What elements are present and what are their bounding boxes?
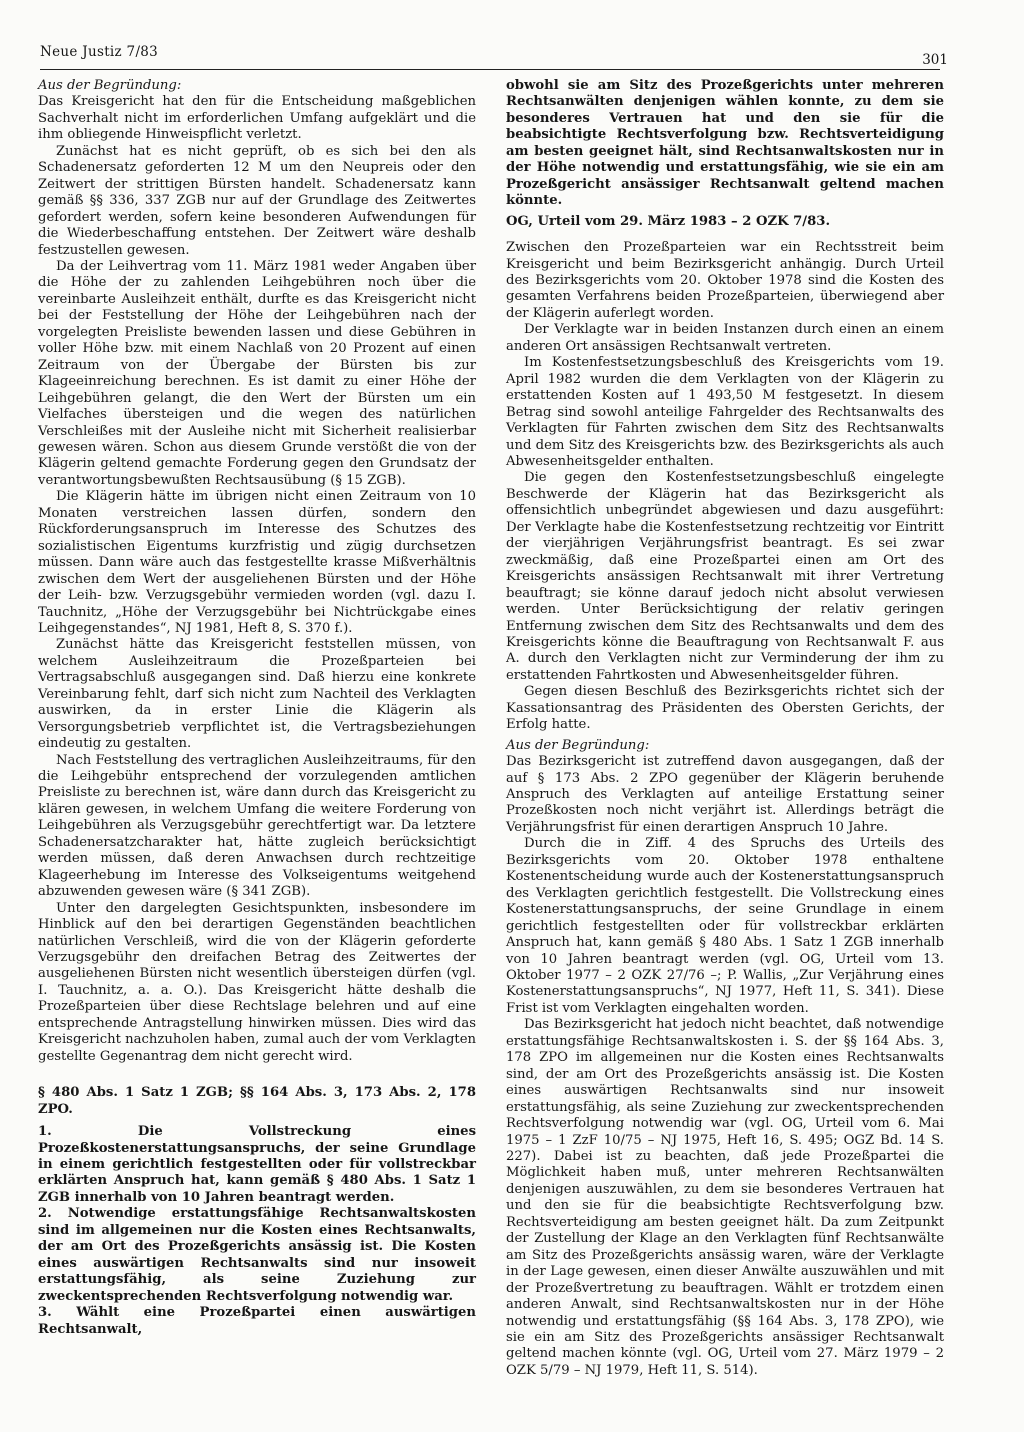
paragraph: Das Kreisgericht hat den für die Entscheidung maßgeblichen Sachverhalt nicht im erforderlichen Umfang aufgeklärt und die ihm obliegende Hinweispflicht verletzt. (38, 94, 476, 143)
paragraph: Das Bezirksgericht ist zutreffend davon ausgegangen, daß der auf § 173 Abs. 2 ZPO gegenüber der Klägerin beruhende Anspruch des Verklagten auf anteilige Erstattung seiner Prozeßkosten noch nicht verjährt ist. Allerdings beträgt die Verjährungsfrist für einen derartigen Anspruch 10 Jahre. (506, 754, 944, 835)
paragraph: Durch die in Ziff. 4 des Spruchs des Urteils des Bezirksgerichts vom 20. Oktober 1978 enthaltene Kostenentscheidung wurde auch der Kostenerstattungsanspruch des Verklagten gerichtlich festgestellt. Die Vollstreckung eines Kostenerstattungsanspruchs, der seine Grundlage in einem gerichtlich festgestellten oder für vollstreckbar erklärten Anspruch hat, kann gemäß § 480 Abs. 1 Satz 1 ZGB innerhalb von 10 Jahren beantragt werden (vgl. OG, Urteil vom 13. Oktober 1977 – 2 OZK 27/76 –; P. Wallis, „Zur Verjährung eines Kostenerstattungsanspruchs“, NJ 1977, Heft 11, S. 341). Diese Frist ist vom Verklagten eingehalten worden. (506, 836, 944, 1016)
paragraph: Im Kostenfestsetzungsbeschluß des Kreisgerichts vom 19. April 1982 wurden die dem Verklagten von der Klägerin zu erstattenden Kosten auf 1 493,50 M festgesetzt. In diesem Betrag sind sowohl anteilige Fahrgelder des Rechtsanwalts des Verklagten für Fahrten zwischen dem Sitz des Rechtsanwalts und dem Sitz des Kreisgerichts bzw. des Bezirksgerichts als auch Abwesenheitsgelder enthalten. (506, 355, 944, 469)
headnote-3-continued: obwohl sie am Sitz des Prozeßgerichts unter mehreren Rechtsanwälten denjenigen wählen konnte, zu dem sie besonderes Vertrauen hat und den sie für die beabsichtigte Rechtsverfolgung bzw. Rechtsverteidigung am besten geeignet hält, sind Rechtsanwaltskosten nur in der Höhe notwendig und erstattungsfähig, wie sie ein am Prozeßgericht ansässiger Rechtsanwalt geltend machen könnte. (506, 78, 944, 209)
section-heading: § 480 Abs. 1 Satz 1 ZGB; §§ 164 Abs. 3, 173 Abs. 2, 178 ZPO. (38, 1085, 476, 1117)
paragraph: Zunächst hat es nicht geprüft, ob es sich bei den als Schadenersatz geforderten 12 M um den Neupreis oder den Zeitwert der strittigen Bürsten handelt. Schadenersatz kann gemäß §§ 336, 337 ZGB nur auf der Grundlage des Zeitwertes gefordert werden, sofern keine besonderen Aufwendungen für die Wiederbeschaffung entstehen. Der Zeitwert wäre deshalb festzustellen gewesen. (38, 143, 476, 258)
decision-citation: OG, Urteil vom 29. März 1983 – 2 OZK 7/83. (506, 213, 831, 229)
paragraph: Das Bezirksgericht hat jedoch nicht beachtet, daß notwendige erstattungsfähige Rechtsanwaltskosten i. S. der §§ 164 Abs. 3, 178 ZPO im allgemeinen nur die Kosten eines Rechtsanwalts sind, der am Ort des Prozeßgerichts ansässig ist. Die Kosten eines auswärtigen Rechtsanwalts sind nur insoweit erstattungsfähig, als seine Zuziehung zur zweckentsprechenden Rechtsverfolgung notwendig war (vgl. OG, Urteil vom 6. Mai 1975 – 1 ZzF 10/75 – NJ 1975, Heft 16, S. 495; OGZ Bd. 14 S. 227). Dabei ist zu beachten, daß jede Prozeßpartei die Möglichkeit haben muß, unter mehreren Rechtsanwälten denjenigen auszuwählen, zu dem sie besonderes Vertrauen hat und den sie für die beabsichtigte Rechtsverfolgung bzw. Rechtsverteidigung am besten geeignet hält. Da zum Zeitpunkt der Zustellung der Klage an den Verklagten fünf Rechtsanwälte am Sitz des Prozeßgerichts ansässig waren, wäre der Verklagte in der Lage gewesen, einen dieser Anwälte auszuwählen und mit der Prozeßvertretung zu beauftragen. Wählt er trotzdem einen anderen Anwalt, sind Rechtsanwaltskosten nur in der Höhe notwendig und erstattungsfähig (§§ 164 Abs. 3, 178 ZPO), wie sie ein am Sitz des Prozeßgerichts ansässiger Rechtsanwalt geltend machen könnte (vgl. OG, Urteil vom 27. März 1979 – 2 OZK 5/79 – NJ 1979, Heft 11, S. 514). (506, 1017, 944, 1378)
paragraph: Die Klägerin hätte im übrigen nicht einen Zeitraum von 10 Monaten verstreichen lassen dürfen, sondern den Rückforderungsanspruch im Interesse des Schutzes des sozialistischen Eigentums kurzfristig und zügig durchsetzen müssen. Dann wäre auch das festgestellte krasse Mißverhältnis zwischen dem Wert der ausgeliehenen Bürsten und der Höhe der Leih- bzw. Verzugsgebühr vermieden worden (vgl. dazu I. Tauchnitz, „Höhe der Verzugsgebühr bei Nichtrückgabe eines Leihgegenstandes“, NJ 1981, Heft 8, S. 370 f.). (38, 489, 476, 636)
journal-issue: Neue Justiz 7/83 (40, 44, 159, 60)
headnote-3: 3. Wählt eine Prozeßpartei einen auswärtigen Rechtsanwalt, (38, 1305, 476, 1337)
headnote-1: 1. Die Vollstreckung eines Prozeßkostenerstattungsanspruchs, der seine Grundlage in einem gerichtlich festgestellten oder für vollstreckbar erklärten Anspruch hat, kann gemäß § 480 Abs. 1 Satz 1 ZGB innerhalb von 10 Jahren beantragt werden. (38, 1124, 476, 1205)
reasoning-label: Aus der Begründung: (38, 78, 182, 93)
right-column (506, 78, 944, 1379)
page-number: 301 (922, 52, 948, 68)
paragraph: Der Verklagte war in beiden Instanzen durch einen an einem anderen Ort ansässigen Rechtsanwalt vertreten. (506, 322, 944, 354)
paragraph: Gegen diesen Beschluß des Bezirksgerichts richtet sich der Kassationsantrag des Präsidenten des Obersten Gerichts, der Erfolg hatte. (506, 684, 944, 733)
page-header (40, 44, 948, 68)
paragraph: Unter den dargelegten Gesichtspunkten, insbesondere im Hinblick auf den bei derartigen Gegenständen beachtlichen natürlichen Verschleiß, wird die von der Klägerin geforderte Verzugsgebühr den dreifachen Betrag des Zeitwertes der ausgeliehenen Bürsten nicht wesentlich übersteigen dürfen (vgl. I. Tauchnitz, a. a. O.). Das Kreisgericht hätte deshalb die Prozeßparteien über diese Rechtslage belehren und auf eine entsprechende Antragstellung hinwirken müssen. Dies wird das Kreisgericht nachzuholen haben, zumal auch der vom Verklagten gestellte Gegenantrag dem nicht gerecht wird. (38, 900, 476, 1064)
paragraph: Die gegen den Kostenfestsetzungsbeschluß eingelegte Beschwerde der Klägerin hat das Bezirksgericht als offensichtlich unbegründet abgewiesen und dazu ausgeführt: Der Verklagte habe die Kostenfestsetzung rechtzeitig vor Eintritt der vierjährigen Verjährungsfrist beantragt. Es sei zwar zweckmäßig, daß eine Prozeßpartei einen am Ort des Kreisgerichts ansässigen Rechtsanwalt mit ihrer Vertretung beauftragt; sie könne darauf jedoch nicht absolut verwiesen werden. Unter Berücksichtigung der relativ geringen Entfernung zwischen dem Sitz des Rechtsanwalts und dem des Kreisgerichts könne die Beauftragung von Rechtsanwalt F. aus A. durch den Verklagten nicht zur Verminderung der ihm zu erstattenden Fahrtkosten und Abwesenheitsgelder führen. (506, 470, 944, 683)
paragraph: Zunächst hätte das Kreisgericht feststellen müssen, von welchem Ausleihzeitraum die Prozeßparteien bei Vertragsabschluß ausgegangen sind. Daß hierzu eine konkrete Vereinbarung fehlt, darf sich nicht zum Nachteil des Verklagten auswirken, da in erster Linie die Klägerin als Versorgungsbetrieb verpflichtet ist, die Vertragsbeziehungen eindeutig zu gestalten. (38, 637, 476, 752)
paragraph: Nach Feststellung des vertraglichen Ausleihzeitraums, für den die Leihgebühr entsprechend der vorzulegenden amtlichen Preisliste zu berechnen ist, wäre dann durch das Kreisgericht zu klären gewesen, in welchem Umfang die weitere Forderung von Leihgebühren als Verzugsgebühr gerechtfertigt war. Da letztere Schadenersatzcharakter hat, hätte zugleich berücksichtigt werden müssen, daß deren Anwachsen durch rechtzeitige Klageerhebung im Interesse des Volkseigentums weitgehend abzuwenden gewesen wäre (§ 341 ZGB). (38, 752, 476, 900)
left-column (38, 78, 476, 1338)
paragraph: Da der Leihvertrag vom 11. März 1981 weder Angaben über die Höhe der zu zahlenden Leihgebühren noch über die vereinbarte Ausleihzeit enthält, durfte es das Kreisgericht nicht bei der Feststellung der Höhe der Leihgebühren nach der vorgelegten Preisliste bewenden lassen und diese Gebühren in voller Höhe bzw. mit einem Nachlaß von 20 Prozent auf einen Zeitraum von der Übergabe der Bürsten bis zur Klageeinreichung berechnen. Es ist damit zu einer Höhe der Leihgebühren gelangt, die den Wert der Bürsten um ein Vielfaches übersteigen und die wegen des natürlichen Verschleißes mit der Ausleihe nicht mit Sicherheit realisierbar gewesen wären. Schon aus diesem Grunde verstößt die von der Klägerin geltend gemachte Forderung gegen den Grundsatz der verantwortungsbewußten Rechtsausübung (§ 15 ZGB). (38, 258, 476, 488)
paragraph: Zwischen den Prozeßparteien war ein Rechtsstreit beim Kreisgericht und beim Bezirksgericht anhängig. Durch Urteil des Bezirksgerichts vom 20. Oktober 1978 sind die Kosten des gesamten Verfahrens beiden Prozeßparteien, überwiegend aber der Klägerin auferlegt worden. (506, 240, 944, 321)
reasoning-label: Aus der Begründung: (506, 737, 650, 753)
headnote-2: 2. Notwendige erstattungsfähige Rechtsanwaltskosten sind im allgemeinen nur die Kosten eines Rechtsanwalts, der am Ort des Prozeßgerichts ansässig ist. Die Kosten eines auswärtigen Rechtsanwalts sind nur insoweit erstattungsfähig, als seine Zuziehung zur zweckentsprechenden Rechtsverfolgung notwendig war. (38, 1206, 476, 1304)
header-rule (40, 69, 940, 70)
